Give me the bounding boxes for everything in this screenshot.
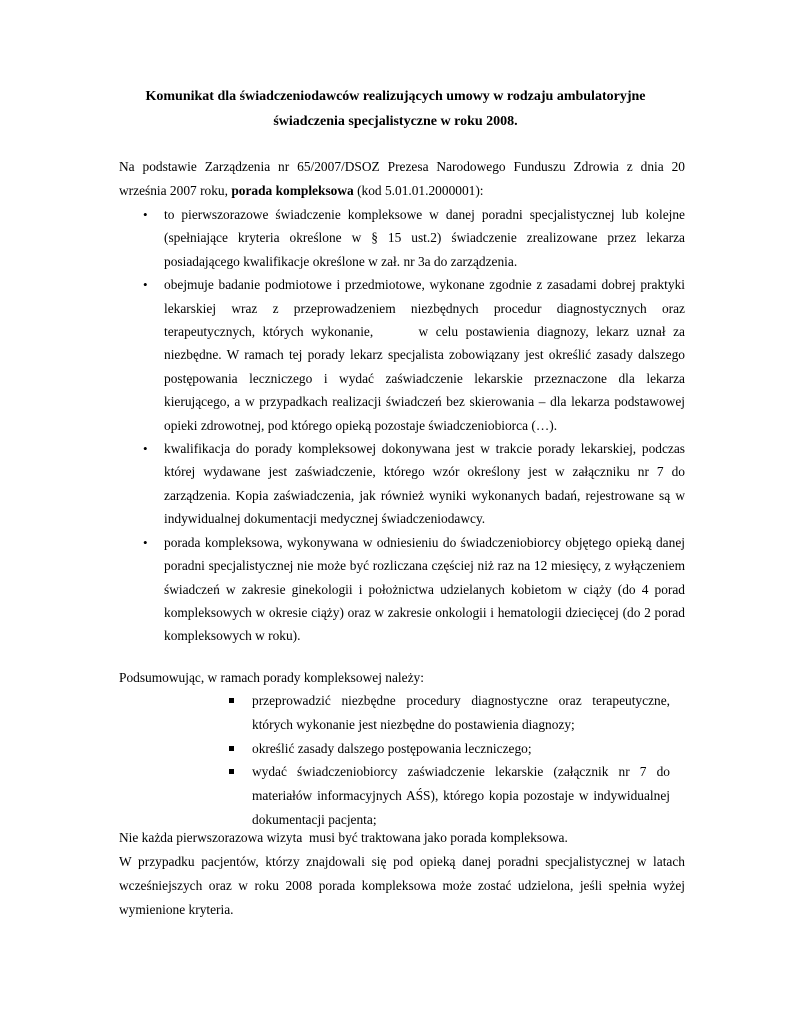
list-item-text: to pierwszorazowe świadczenie kompleksowe w danej poradni specjalistycznej lub kolejne (spełniające kryteria określone w § 15 ust.2) świadczenie zrealizowane przez lekarza posiadającego kwalifikacje określone w zał. nr 3a do zarządzenia. [164, 207, 685, 269]
closing-paragraph: W przypadku pacjentów, którzy znajdowali się pod opieką danej poradni specjalistycznej w latach wcześniejszych oraz w roku 2008 porada kompleksowa może zostać udzielona, jeśli spełnia wyżej wymienione kryteria. [119, 854, 685, 917]
bullet-icon: • [143, 534, 148, 550]
list-item [119, 531, 685, 648]
list-item-text: porada kompleksowa, wykonywana w odniesieniu do świadczeniobiorcy objętego opieką danej poradni specjalistycznej nie może być rozliczana częściej niż raz na 12 miesięcy, z wyłączeniem świadczeń w zakresie ginekologii i położnictwa udzielanych kobietom w ciąży (do 4 porad kompleksowych w okresie ciąży) oraz w zakresie onkologii i hematologii dziecięcej (do 2 porad kompleksowych w roku). [164, 534, 685, 644]
intro-text: Na podstawie Zarządzenia nr 65/2007/DSOZ Prezesa Narodowego Funduszu Zdrowia z dnia 20 września 2007 roku, [119, 159, 685, 198]
summary-intro: Podsumowując, w ramach porady kompleksowej należy: [119, 670, 424, 685]
bullet-icon: • [143, 441, 148, 457]
definition-list [119, 203, 689, 648]
bullet-icon: • [143, 207, 148, 222]
list-item [119, 437, 685, 531]
summary-item-text: wydać świadczeniobiorcy zaświadczenie lekarskie (załącznik nr 7 do materiałów informacyjnych AŚS), którego kopia pozostaje w indywidualnej dokumentacji pacjenta; [252, 764, 670, 827]
list-item-text: kwalifikacja do porady kompleksowej dokonywana jest w trakcie porady lekarskiej, podczas której wydawane jest zaświadczenie, którego wzór określony jest w załączniku nr 7 do zarządzenia. Kopia zaświadczenia, jak również wyniki wykonanych badań, rejestrowane są w indywidualnej dokumentacji medycznej świadczeniodawcy. [164, 441, 685, 527]
bullet-icon: • [143, 277, 148, 293]
square-bullet-icon [229, 698, 234, 703]
list-item [119, 203, 685, 273]
list-item-text: obejmuje badanie podmiotowe i przedmiotowe, wykonane zgodnie z zasadami dobrej praktyki lekarskiej wraz z przeprowadzeniem niezbędnych procedur diagnostycznych oraz terapeutycznych, których wykonanie, w celu postawienia diagnozy, lekarz uznał za niezbędne. W ramach tej porady lekarz specjalista zobowiązany jest określić zasady dalszego postępowania leczniczego i wydać zaświadczenie lekarskie przeznaczone dla lekarza kierującego, a w przypadkach realizacji świadczeń bez skierowania – dla lekarza podstawowej opieki zdrowotnej, pod którego opieką pozostaje świadczeniobiorca (…). [164, 277, 689, 433]
summary-item-text: określić zasady dalszego postępowania leczniczego; [252, 740, 532, 756]
intro-paragraph [119, 155, 685, 203]
document-title [100, 84, 691, 134]
intro-bold-term: porada kompleksowa [231, 183, 354, 198]
summary-item [229, 760, 670, 831]
summary-list [229, 689, 670, 832]
title-line-1: Komunikat dla świadczeniodawców realizujących umowy w rodzaju ambulatoryjne [145, 89, 646, 104]
closing-section [119, 826, 685, 922]
square-bullet-icon [229, 769, 234, 774]
summary-item [229, 737, 670, 761]
closing-note: Nie każda pierwszorazowa wizyta musi być traktowana jako porada kompleksowa. [119, 830, 568, 845]
summary-item-text: przeprowadzić niezbędne procedury diagnostyczne oraz terapeutyczne, których wykonanie jest niezbędne do postawienia diagnozy; [252, 693, 670, 732]
square-bullet-icon [229, 746, 234, 751]
intro-text-end: (kod 5.01.01.2000001): [353, 183, 484, 198]
list-item [119, 273, 689, 437]
title-line-2: świadczenia specjalistyczne w roku 2008. [273, 114, 518, 129]
summary-item [229, 689, 670, 737]
